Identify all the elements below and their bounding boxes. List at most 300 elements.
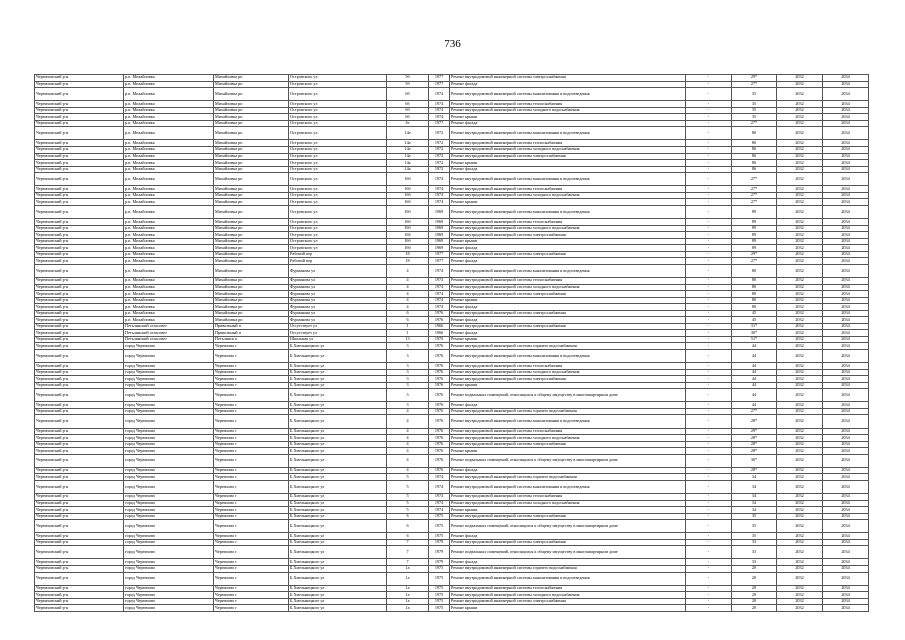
cell-street: Островского ул [289,225,387,232]
cell-street: Отсутствует ул [289,330,387,337]
cell-year-from: 2032 [777,435,823,442]
cell-blank-col: - [686,219,732,226]
cell-house-number: 4 [387,297,429,304]
cell-district: Черемховский р-н [35,277,124,284]
cell-district: Черемховский р-н [35,166,124,173]
cell-settlement: Черемхово г [214,363,289,370]
cell-blank-col: - [686,605,732,612]
cell-district: Черемховский р-н [35,88,124,101]
cell-street: Б.Хмельницкого ул [289,415,387,428]
cell-year-built: 1975 [429,572,450,585]
cell-year-from: 2032 [777,539,823,546]
cell-year-to: 2034 [823,415,869,428]
cell-district: Черемховский р-н [35,304,124,311]
cell-house-number: 3 [387,376,429,383]
cell-street: Островского ул [289,88,387,101]
cell-quantity: 20 [732,598,777,605]
cell-year-to: 2034 [823,297,869,304]
cell-house-number: 1а [387,585,429,592]
cell-street: Б.Хмельницкого ул [289,566,387,573]
cell-district: Черемховский р-н [35,566,124,573]
cell-year-to: 2034 [823,539,869,546]
cell-district: Черемховский р-н [35,363,124,370]
cell-district: Черемховский р-н [35,192,124,199]
cell-year-to: 2034 [823,435,869,442]
cell-year-from: 2032 [777,310,823,317]
cell-street: Островского ул [289,186,387,193]
cell-settlement: Михайловка рп [214,88,289,101]
cell-municipality: город Черемхово [124,415,214,428]
cell-year-to: 2034 [823,474,869,481]
cell-blank-col: - [686,585,732,592]
cell-settlement: Черемхово г [214,605,289,612]
cell-year-built: 1969 [429,205,450,218]
cell-district: Черемховский р-н [35,598,124,605]
cell-house-number: 16б [387,173,429,186]
cell-work-type: Ремонт фасада [450,166,686,173]
cell-municipality: город Черемхово [124,454,214,467]
cell-year-from: 2032 [777,520,823,533]
cell-work-type: Ремонт внутридомовой инженерной системы горячего водоснабжения [450,408,686,415]
cell-municipality: р.п. Михайловка [124,317,214,324]
cell-quantity: 34 [732,494,777,501]
cell-blank-col: - [686,513,732,520]
cell-year-to: 2034 [823,166,869,173]
cell-year-built: 1969 [429,232,450,239]
cell-district: Черемховский р-н [35,323,124,330]
cell-year-from: 2032 [777,369,823,376]
cell-blank-col: - [686,291,732,298]
cell-quantity: 44 [732,349,777,362]
cell-blank-col: - [686,467,732,474]
table-row [35,173,869,186]
cell-year-to: 2034 [823,251,869,258]
cell-municipality: город Черемхово [124,435,214,442]
cell-work-type: Ремонт внутридомовой инженерной системы электроснабжения [450,513,686,520]
cell-municipality: р.п. Михайловка [124,245,214,252]
cell-quantity: 89 [732,225,777,232]
cell-quantity: 34 [732,507,777,514]
cell-quantity: 86 [732,153,777,160]
cell-municipality: город Черемхово [124,598,214,605]
cell-year-to: 2034 [823,572,869,585]
cell-district: Черемховский р-н [35,428,124,435]
cell-year-built: 1977 [429,120,450,127]
cell-municipality: р.п. Михайловка [124,173,214,186]
cell-blank-col: - [686,566,732,573]
cell-street: Островского ул [289,245,387,252]
cell-quantity: 30* [732,330,777,337]
cell-work-type: Ремонт внутридомовой инженерной системы электроснабжения [450,251,686,258]
cell-year-to: 2034 [823,310,869,317]
cell-blank-col: - [686,415,732,428]
cell-year-from: 2032 [777,415,823,428]
cell-settlement: Михайловка рп [214,101,289,108]
cell-district: Черемховский р-н [35,284,124,291]
cell-municipality: город Черемхово [124,513,214,520]
cell-settlement: Черемхово г [214,474,289,481]
cell-municipality: город Черемхово [124,592,214,599]
cell-municipality: р.п. Михайловка [124,291,214,298]
cell-settlement: Черемхово г [214,559,289,566]
cell-quantity: 27* [732,192,777,199]
cell-work-type: Ремонт внутридомовой инженерной системы электроснабжения [450,539,686,546]
cell-district: Черемховский р-н [35,114,124,121]
cell-settlement: Черемхово г [214,500,289,507]
cell-year-from: 2032 [777,349,823,362]
cell-municipality: р.п. Михайловка [124,238,214,245]
cell-work-type: Ремонт фасада [450,402,686,409]
cell-year-from: 2032 [777,454,823,467]
cell-house-number: 6 [387,513,429,520]
cell-year-built: 1974 [429,107,450,114]
cell-blank-col: - [686,75,732,82]
cell-district: Черемховский р-н [35,238,124,245]
cell-blank-col: - [686,592,732,599]
cell-district: Черемховский р-н [35,127,124,140]
cell-street: Островского ул [289,173,387,186]
cell-quantity: 86 [732,160,777,167]
cell-quantity: 27* [732,173,777,186]
cell-street: Б.Хмельницкого ул [289,389,387,402]
cell-municipality: город Черемхово [124,389,214,402]
cell-year-from: 2032 [777,336,823,343]
table-row [35,389,869,402]
cell-blank-col: - [686,408,732,415]
cell-year-to: 2034 [823,120,869,127]
cell-settlement: Михайловка рп [214,258,289,265]
cell-quantity: 34 [732,500,777,507]
cell-street: Островского ул [289,107,387,114]
cell-blank-col: - [686,205,732,218]
cell-district: Черемховский р-н [35,559,124,566]
cell-municipality: город Черемхово [124,494,214,501]
cell-house-number: 14а [387,147,429,154]
cell-year-built: 1976 [429,428,450,435]
cell-quantity: 29* [732,75,777,82]
cell-settlement: Черемхово г [214,454,289,467]
cell-house-number: 18 [387,251,429,258]
cell-year-built: 1974 [429,186,450,193]
cell-district: Черемховский р-н [35,585,124,592]
cell-year-built: 1975 [429,520,450,533]
cell-house-number: 6б [387,107,429,114]
cell-settlement: Михайловка рп [214,166,289,173]
cell-blank-col: - [686,88,732,101]
cell-street: Б.Хмельницкого ул [289,572,387,585]
cell-quantity: 29* [732,428,777,435]
cell-settlement: Михайловка рп [214,284,289,291]
cell-work-type: Ремонт крыши [450,238,686,245]
cell-house-number: 5 [387,494,429,501]
cell-blank-col: - [686,245,732,252]
cell-district: Черемховский р-н [35,402,124,409]
cell-house-number: 16б [387,232,429,239]
cell-year-from: 2032 [777,101,823,108]
cell-settlement: Михайловка рп [214,114,289,121]
cell-street: Б.Хмельницкого ул [289,520,387,533]
cell-work-type: Ремонт внутридомовой инженерной системы холодного водоснабжения [450,147,686,154]
cell-municipality: р.п. Михайловка [124,127,214,140]
cell-street: Б.Хмельницкого ул [289,605,387,612]
cell-municipality: р.п. Михайловка [124,277,214,284]
cell-work-type: Ремонт подвальных помещений, относящихся к общему имуществу в многоквартирном доме [450,389,686,402]
cell-year-built: 1972 [429,147,450,154]
cell-work-type: Ремонт внутридомовой инженерной системы электроснабжения [450,153,686,160]
cell-year-to: 2034 [823,140,869,147]
cell-municipality: город Черемхово [124,546,214,559]
cell-municipality: р.п. Михайловка [124,297,214,304]
cell-year-built: 1976 [429,415,450,428]
cell-street: Б.Хмельницкого ул [289,408,387,415]
cell-work-type: Ремонт внутридомовой инженерной системы теплоснабжения [450,277,686,284]
cell-settlement: Михайловка рп [214,317,289,324]
cell-year-to: 2034 [823,592,869,599]
cell-year-built: 1975 [429,513,450,520]
cell-year-to: 2034 [823,507,869,514]
cell-house-number: 6 [387,317,429,324]
cell-street: Б.Хмельницкого ул [289,474,387,481]
cell-district: Черемховский р-н [35,474,124,481]
cell-work-type: Ремонт внутридомовой инженерной системы канализования и водоотведения [450,205,686,218]
cell-blank-col: - [686,297,732,304]
cell-year-built: 1974 [429,304,450,311]
cell-district: Черемховский р-н [35,382,124,389]
cell-blank-col: - [686,572,732,585]
cell-street: Б.Хмельницкого ул [289,435,387,442]
cell-district: Черемховский р-н [35,435,124,442]
cell-street: Б.Хмельницкого ул [289,369,387,376]
cell-work-type: Ремонт фасада [450,81,686,88]
cell-year-built: 1972 [429,166,450,173]
cell-quantity: 34 [732,480,777,493]
cell-settlement: Михайловка рп [214,199,289,206]
cell-settlement: Черемхово г [214,520,289,533]
cell-year-built: 1969 [429,245,450,252]
cell-municipality: город Черемхово [124,343,214,350]
cell-municipality: р.п. Михайловка [124,251,214,258]
cell-district: Черемховский р-н [35,310,124,317]
cell-year-to: 2034 [823,330,869,337]
cell-settlement: Михайловка рп [214,245,289,252]
cell-year-built: 1976 [429,310,450,317]
cell-year-to: 2034 [823,186,869,193]
cell-blank-col: - [686,454,732,467]
cell-house-number: 1 [387,330,429,337]
cell-municipality: город Черемхово [124,480,214,493]
cell-work-type: Ремонт крыши [450,382,686,389]
cell-blank-col: - [686,317,732,324]
cell-settlement: Черемхово г [214,428,289,435]
cell-year-from: 2032 [777,533,823,540]
cell-district: Черемховский р-н [35,415,124,428]
cell-quantity: 27* [732,258,777,265]
cell-year-to: 2034 [823,500,869,507]
cell-quantity: 80 [732,284,777,291]
cell-district: Черемховский р-н [35,81,124,88]
cell-municipality: р.п. Михайловка [124,88,214,101]
cell-quantity: 27* [732,81,777,88]
cell-blank-col: - [686,114,732,121]
cell-municipality: город Черемхово [124,559,214,566]
cell-year-built: 1974 [429,264,450,277]
cell-municipality: р.п. Михайловка [124,192,214,199]
cell-house-number: 6 [387,310,429,317]
cell-municipality: город Черемхово [124,349,214,362]
cell-year-from: 2032 [777,448,823,455]
cell-year-to: 2034 [823,199,869,206]
cell-district: Черемховский р-н [35,376,124,383]
cell-year-to: 2034 [823,291,869,298]
cell-quantity: 44 [732,382,777,389]
cell-year-built: 1976 [429,376,450,383]
cell-house-number: 4 [387,408,429,415]
cell-house-number: 14а [387,140,429,147]
cell-year-built: 1974 [429,494,450,501]
cell-municipality: р.п. Михайловка [124,153,214,160]
cell-year-to: 2034 [823,245,869,252]
cell-year-to: 2034 [823,304,869,311]
cell-blank-col: - [686,336,732,343]
cell-municipality: р.п. Михайловка [124,205,214,218]
cell-year-to: 2034 [823,467,869,474]
cell-quantity: 27* [732,120,777,127]
cell-quantity: 44 [732,343,777,350]
cell-work-type: Ремонт внутридомовой инженерной системы канализования и водоотведения [450,264,686,277]
cell-year-from: 2032 [777,284,823,291]
cell-year-built: 1974 [429,173,450,186]
cell-district: Черемховский р-н [35,336,124,343]
cell-street: Отсутствует ул [289,323,387,330]
cell-year-built: 1974 [429,192,450,199]
cell-blank-col: - [686,369,732,376]
cell-year-built: 1976 [429,369,450,376]
cell-year-built: 1975 [429,605,450,612]
cell-district: Черемховский р-н [35,343,124,350]
cell-house-number: 6 [387,533,429,540]
cell-settlement: Михайловка рп [214,264,289,277]
cell-street: Фурманова ул [289,304,387,311]
cell-house-number: 16б [387,238,429,245]
cell-settlement: Черемхово г [214,507,289,514]
cell-settlement: Михайловка рп [214,153,289,160]
cell-year-from: 2032 [777,277,823,284]
cell-year-built: 1974 [429,114,450,121]
cell-quantity: 20 [732,605,777,612]
cell-quantity: 36* [732,454,777,467]
cell-settlement: Михайловка рп [214,120,289,127]
cell-house-number: 16б [387,199,429,206]
cell-year-from: 2032 [777,205,823,218]
cell-work-type: Ремонт внутридомовой инженерной системы канализования и водоотведения [450,127,686,140]
cell-quantity: 51* [732,336,777,343]
cell-settlement: Черемхово г [214,546,289,559]
table-row [35,520,869,533]
cell-municipality: р.п. Михайловка [124,166,214,173]
cell-year-from: 2032 [777,592,823,599]
cell-quantity: 86 [732,166,777,173]
cell-blank-col: - [686,480,732,493]
cell-municipality: р.п. Михайловка [124,264,214,277]
cell-blank-col: - [686,428,732,435]
cell-house-number: 4 [387,428,429,435]
cell-quantity: 20 [732,572,777,585]
cell-blank-col: - [686,559,732,566]
cell-house-number: 1а [387,572,429,585]
cell-work-type: Ремонт фасада [450,317,686,324]
cell-municipality: р.п. Михайловка [124,147,214,154]
cell-quantity: 27* [732,199,777,206]
cell-quantity: 44 [732,389,777,402]
cell-district: Черемховский р-н [35,317,124,324]
cell-district: Черемховский р-н [35,264,124,277]
cell-district: Черемховский р-н [35,408,124,415]
cell-year-built: 1974 [429,101,450,108]
cell-work-type: Ремонт внутридомовой инженерной системы горячего водоснабжения [450,474,686,481]
cell-street: Б.Хмельницкого ул [289,533,387,540]
cell-municipality: город Черемхово [124,474,214,481]
cell-year-built: 1974 [429,480,450,493]
cell-year-from: 2032 [777,494,823,501]
cell-work-type: Ремонт фасада [450,258,686,265]
cell-street: Б.Хмельницкого ул [289,559,387,566]
cell-house-number: 1а [387,598,429,605]
cell-house-number: 14а [387,127,429,140]
cell-blank-col: - [686,258,732,265]
cell-settlement: Черемхово г [214,480,289,493]
cell-quantity: 27* [732,186,777,193]
cell-year-to: 2034 [823,238,869,245]
cell-quantity: 80 [732,297,777,304]
cell-year-built: 1976 [429,349,450,362]
cell-work-type: Ремонт внутридомовой инженерной системы электроснабжения [450,376,686,383]
cell-municipality: р.п. Михайловка [124,120,214,127]
cell-settlement: Черемхово г [214,494,289,501]
cell-quantity: 45 [732,310,777,317]
cell-year-from: 2032 [777,186,823,193]
cell-year-from: 2032 [777,147,823,154]
cell-work-type: Ремонт крыши [450,160,686,167]
cell-street: Б.Хмельницкого ул [289,343,387,350]
cell-house-number: 4 [387,454,429,467]
cell-settlement: Михайловка рп [214,173,289,186]
cell-street: Б.Хмельницкого ул [289,585,387,592]
cell-district: Черемховский р-н [35,494,124,501]
cell-year-to: 2034 [823,317,869,324]
cell-year-to: 2034 [823,494,869,501]
cell-district: Черемховский р-н [35,605,124,612]
cell-street: Б.Хмельницкого ул [289,363,387,370]
cell-year-from: 2032 [777,598,823,605]
cell-year-built: 1975 [429,585,450,592]
cell-district: Черемховский р-н [35,480,124,493]
cell-year-from: 2032 [777,114,823,121]
cell-work-type: Ремонт внутридомовой инженерной системы электроснабжения [450,323,686,330]
cell-district: Черемховский р-н [35,592,124,599]
cell-street: Островского ул [289,153,387,160]
cell-blank-col: - [686,147,732,154]
cell-quantity: 28* [732,448,777,455]
cell-work-type: Ремонт внутридомовой инженерной системы электроснабжения [450,291,686,298]
table-row [35,454,869,467]
cell-work-type: Ремонт внутридомовой инженерной системы холодного водоснабжения [450,107,686,114]
cell-work-type: Ремонт фасада [450,120,686,127]
cell-house-number: 4 [387,277,429,284]
cell-street: Б.Хмельницкого ул [289,402,387,409]
cell-year-to: 2034 [823,454,869,467]
cell-year-to: 2034 [823,349,869,362]
cell-district: Черемховский р-н [35,245,124,252]
